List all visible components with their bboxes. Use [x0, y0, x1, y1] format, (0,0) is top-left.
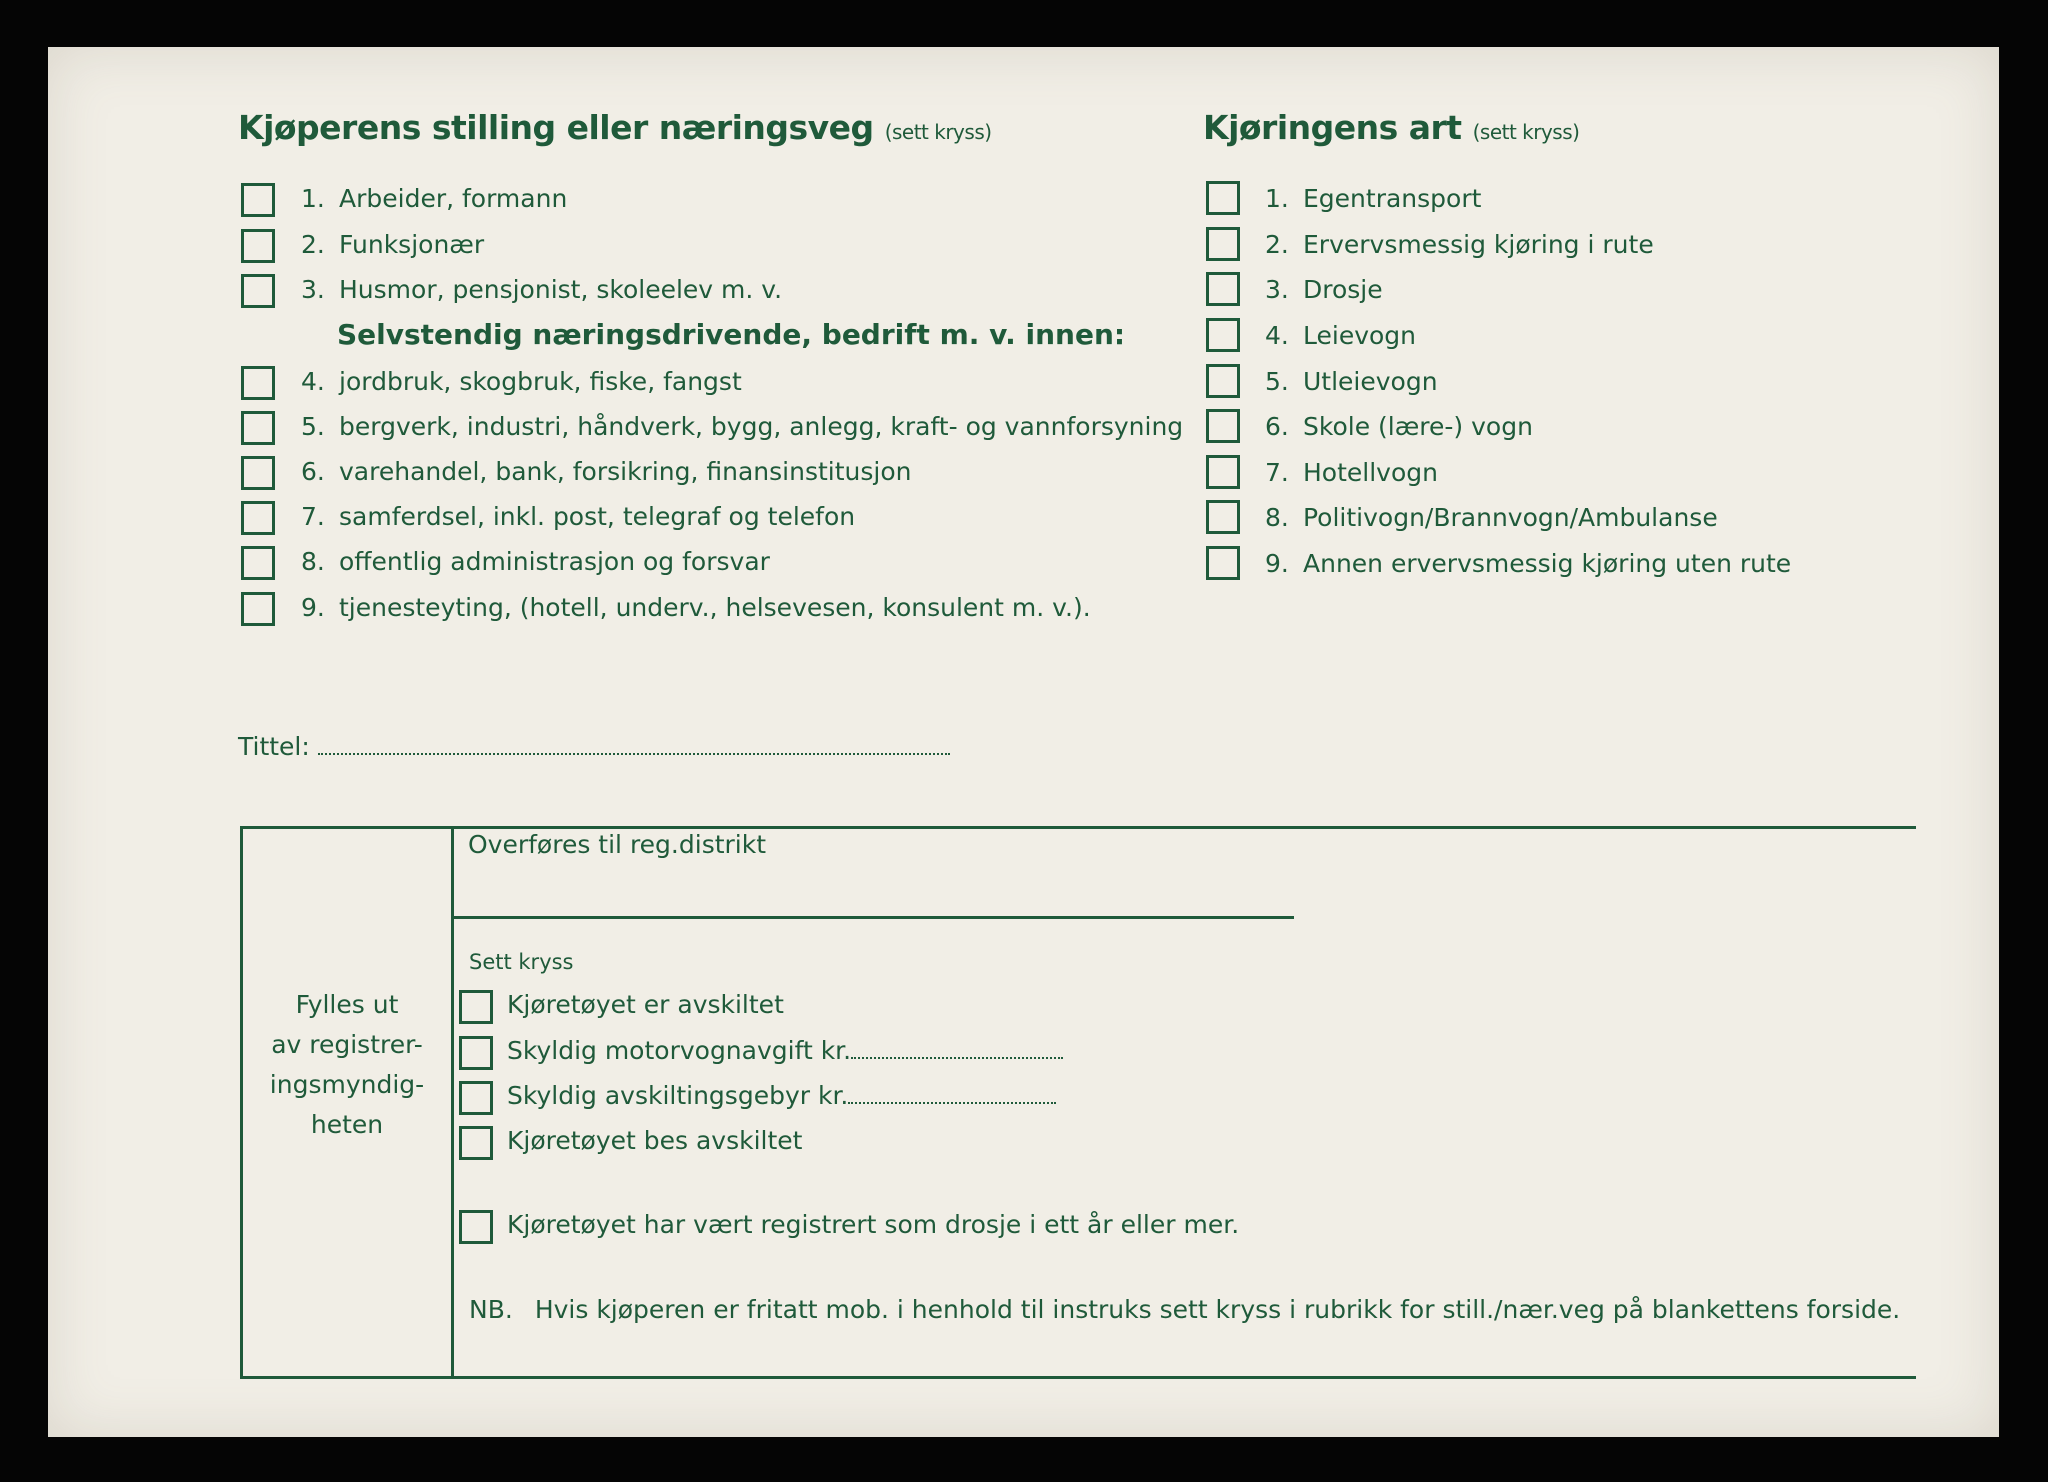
nb-text: Hvis kjøperen er fritatt mob. i henhold til instruks sett kryss i rubrikk for still./nær.veg på blankettens forside.	[534, 1295, 1901, 1324]
checkbox-taxi-year[interactable]	[459, 1210, 493, 1244]
driving-item-8: 8. Politivogn/Brannvogn/Ambulanse	[1265, 503, 1718, 532]
driving-item-7: 7. Hotellvogn	[1265, 458, 1438, 487]
check-label-vehicle-tax: Skyldig motorvognavgift kr.	[507, 1036, 852, 1065]
checkbox-occupation-9[interactable]	[241, 592, 275, 626]
right-title-text: Kjøringens art	[1203, 108, 1462, 147]
vehicle-tax-field[interactable]	[507, 1036, 1063, 1065]
checkbox-driving-5[interactable]	[1206, 364, 1240, 398]
check-label-plate-fee: Skyldig avskiltingsgebyr kr.	[507, 1081, 849, 1110]
checkbox-occupation-6[interactable]	[241, 456, 275, 490]
check-label-taxi-year: Kjøretøyet har vært registrert som drosje i ett år eller mer.	[507, 1210, 1240, 1239]
checkbox-occupation-8[interactable]	[241, 546, 275, 580]
tittel-label: Tittel:	[238, 732, 310, 761]
checkbox-driving-9[interactable]	[1206, 546, 1240, 580]
check-label-deregistered: Kjøretøyet er avskiltet	[507, 990, 784, 1019]
driving-item-4: 4. Leievogn	[1265, 321, 1417, 350]
checkbox-driving-8[interactable]	[1206, 500, 1240, 534]
occupation-item-9: 9. tjenesteyting, (hotell, underv., helsevesen, konsulent m. v.).	[301, 593, 1091, 622]
reg-box-divider-line	[451, 826, 454, 1379]
driving-item-1: 1. Egentransport	[1265, 184, 1482, 213]
plate-fee-dotted-line	[848, 1082, 1056, 1104]
self-employed-subheading: Selvstendig næringsdrivende, bedrift m. v. innen:	[337, 318, 1126, 351]
occupation-item-5: 5. bergverk, industri, håndverk, bygg, anlegg, kraft- og vannforsyning	[301, 412, 1184, 441]
checkbox-occupation-5[interactable]	[241, 411, 275, 445]
vehicle-tax-dotted-line	[851, 1037, 1063, 1059]
checkbox-deregistered[interactable]	[459, 990, 493, 1024]
checkbox-driving-1[interactable]	[1206, 181, 1240, 215]
tittel-field[interactable]	[238, 732, 950, 761]
checkbox-vehicle-tax[interactable]	[459, 1036, 493, 1070]
checkbox-occupation-2[interactable]	[241, 229, 275, 263]
reg-box-bottom-line	[240, 1376, 1916, 1379]
driving-item-9: 9. Annen ervervsmessig kjøring uten rute	[1265, 549, 1792, 578]
plate-fee-field[interactable]	[507, 1081, 1056, 1110]
checkbox-occupation-4[interactable]	[241, 366, 275, 400]
checkbox-driving-4[interactable]	[1206, 318, 1240, 352]
nb-note	[469, 1295, 1900, 1324]
checkbox-request-deregister[interactable]	[459, 1126, 493, 1160]
transfer-district-underline	[451, 916, 1294, 919]
occupation-item-4: 4. jordbruk, skogbruk, fiske, fangst	[301, 367, 742, 396]
checkbox-driving-3[interactable]	[1206, 272, 1240, 306]
tittel-dotted-line	[318, 733, 950, 755]
checkbox-driving-6[interactable]	[1206, 409, 1240, 443]
left-title-note: (sett kryss)	[884, 120, 992, 144]
right-section-title	[1203, 108, 1579, 147]
checkbox-occupation-7[interactable]	[241, 501, 275, 535]
occupation-item-7: 7. samferdsel, inkl. post, telegraf og telefon	[301, 502, 856, 531]
reg-box-top-line	[240, 826, 1916, 829]
occupation-item-6: 6. varehandel, bank, forsikring, finansinstitusjon	[301, 457, 912, 486]
checkbox-driving-7[interactable]	[1206, 455, 1240, 489]
checkbox-driving-2[interactable]	[1206, 227, 1240, 261]
nb-label: NB.	[469, 1295, 513, 1324]
driving-item-2: 2. Ervervsmessig kjøring i rute	[1265, 230, 1654, 259]
checkbox-occupation-3[interactable]	[241, 274, 275, 308]
driving-item-6: 6. Skole (lære-) vogn	[1265, 412, 1533, 441]
check-label-request-deregister: Kjøretøyet bes avskiltet	[507, 1126, 803, 1155]
sett-kryss-label: Sett kryss	[469, 950, 574, 974]
transfer-district-label: Overføres til reg.distrikt	[468, 830, 767, 859]
occupation-item-1: 1. Arbeider, formann	[301, 184, 568, 213]
authority-side-label: Fylles ut av registrer- ingsmyndig- heten	[269, 990, 425, 1139]
right-title-note: (sett kryss)	[1472, 120, 1580, 144]
checkbox-plate-fee[interactable]	[459, 1081, 493, 1115]
occupation-item-2: 2. Funksjonær	[301, 230, 485, 259]
driving-item-5: 5. Utleievogn	[1265, 367, 1438, 396]
left-title-text: Kjøperens stilling eller næringsveg	[238, 108, 874, 147]
checkbox-occupation-1[interactable]	[241, 183, 275, 217]
occupation-item-3: 3. Husmor, pensjonist, skoleelev m. v.	[301, 275, 783, 304]
occupation-item-8: 8. offentlig administrasjon og forsvar	[301, 547, 770, 576]
left-section-title	[238, 108, 992, 147]
driving-item-3: 3. Drosje	[1265, 275, 1383, 304]
